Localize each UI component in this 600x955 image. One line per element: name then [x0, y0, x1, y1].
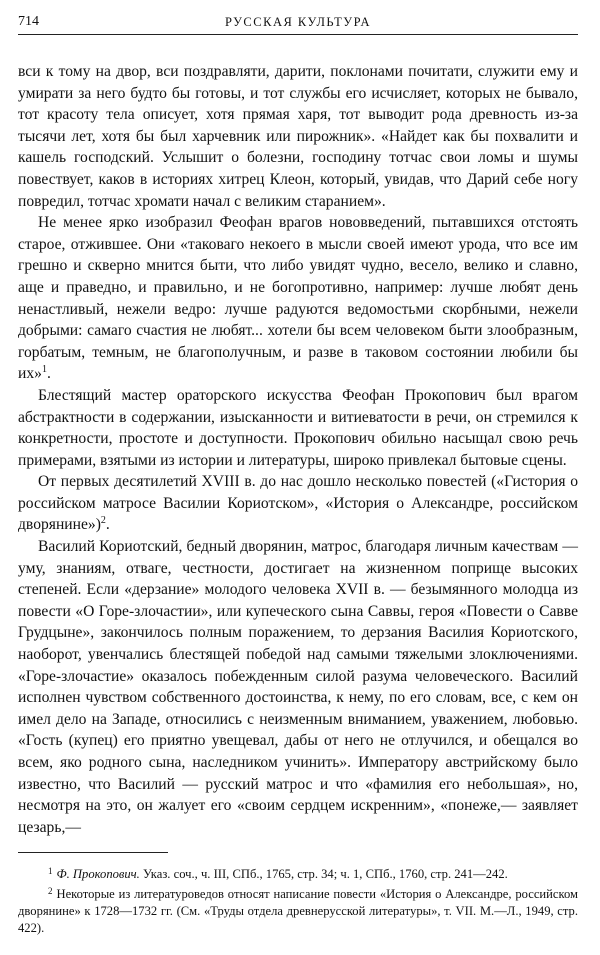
paragraph-text: От первых десятилетий XVIII в. до нас дошло несколько повестей («Гистория о российском матросе Василии Кориотском», «История о Александре, российском дворянине») [18, 473, 578, 534]
footnote-ref[interactable]: 1 [41, 364, 47, 376]
paragraph-text: Блестящий мастер ораторского искусства Феофан Прокопович был врагом абстрактности в содержании, изысканности и витиеватости в речи, он стремился к конкретности, простоте и доступности. Прокопович обильно насыщал свою речь примерами, взятыми из истории и литературы, широко привлекал бытовые сцены. [18, 386, 578, 469]
footnote-mark: 2 [48, 886, 53, 897]
paragraph: Не менее ярко изобразил Феофан врагов нововведений, пытавшихся отстоять старое, отжившее. Они «таковаго некоего в мысли своей имеют урода, что все им грешно и скверно мнится быти, что либо увидят чудно, весело, велико и славно, аще и праведно, и правильно, и не богопротивно, например: лучше любят день ненастливый, нежели ведро: лучше радуются ведомостьми скорбными, нежели добрыми: самаго счастия не любят... хотели бы всем человеком быти злообразным, горбатым, темным, не благополучным, и разве в таковом состоянии любили бы их»$^1$. [18, 214, 578, 383]
page [18, 12, 578, 937]
running-title: РУССКАЯ КУЛЬТУРА [224, 15, 372, 29]
footnote-divider [18, 852, 168, 853]
page-header [18, 12, 578, 35]
paragraph [18, 61, 578, 212]
paragraph [18, 536, 578, 838]
main-text [18, 61, 578, 838]
footnote-author: Ф. Прокопович. [56, 867, 140, 882]
footnote-ref[interactable]: 2 [100, 515, 106, 527]
paragraph-text: Василий Кориотский, бедный дворянин, матрос, благодаря личным качествам — уму, знаниям, отваге, честности, достигает на жизненном поприще высоких степеней. Если «дерзание» молодого человека XVII в. — безымянного молодца из повести «О Горе-злочастии», или купеческого сына Саввы, героя «Повести о Савве Грудцыне», закончилось полным поражением, то дерзания Василия Кориотского, наоборот, увенчались блестящей победой над самыми тяжелыми злоключениями. «Горе-злочастие» оказалось побежденным силой разума человеческого. Василий исполнен чувством собственного достоинства, к нему, по его словам, все, с кем он имел дело на Западе, относились с неизменным вниманием, уважением, любовью. «Гость (купец) его приятно увещевал, дабы от него не отлучился, и обещался во всем, яко родного сына, наследником учинить». Императору австрийскому было известно, что Василий — русский матрос и что «фамилия его небольшая», но, несмотря на это, он жалует его «своим сердцем искренним», «понеже,— заявляет цезарь,— [18, 538, 578, 836]
paragraph-text: вси к тому на двор, вси поздравляти, дарити, поклонами почитати, служити ему и умирати за него будто бы готовы, и тот службы его исчисляет, которых не бывало, тот красоту тела описует, хотя прямая харя, тот выводит рода древность из-за тысячи лет, хотя бы был харчевник или пирожник». «Найдет как бы похвалити и кашель господский. Услышит о болезни, господину тотчас свои ломы и шумы повествует, каков в историях хитрец Клеон, который, увидав, что Дарий себе ногу повредил, тотчас хромати начал с великим старанием». [18, 63, 578, 210]
paragraph-text: Не менее ярко изобразил Феофан врагов нововведений, пытавшихся отстоять старое, отжившее. Они «таковаго некоего в мысли своей имеют урода, что все им грешно и скверно мнится быти, что либо увидят чудно, весело, велико и славно, аще и праведно, и правильно, и не богопротивно, например: лучше любят день ненастливый, нежели ведро: лучше радуются ведомостьми скорбными, нежели добрыми: самаго счастия не любят... хотели бы всем человеком быти злообразным, горбатым, темным, не благополучным, и разве в таковом состоянии любили бы их» [18, 214, 578, 383]
footnote-text: Указ. соч., ч. III, СПб., 1765, стр. 34; ч. 1, СПб., 1760, стр. 241—242. [143, 867, 508, 882]
footnote [18, 863, 578, 883]
footnote-mark: 1 [48, 866, 53, 877]
paragraph [18, 385, 578, 471]
footnote-text: Некоторые из литературоведов относят написание повести «История о Александре, российском дворянине» к 1728—1732 гг. (См. «Труды отдела древнерусской литературы», т. VII. М.—Л., 1949, стр. 422). [18, 887, 578, 936]
footnotes [18, 863, 578, 937]
paragraph: От первых десятилетий XVIII в. до нас дошло несколько повестей («Гистория о российском матросе Василии Кориотском», «История о Александре, российском дворянине»)$^2$. [18, 473, 578, 534]
footnote [18, 883, 578, 937]
page-number: 714 [18, 14, 39, 29]
